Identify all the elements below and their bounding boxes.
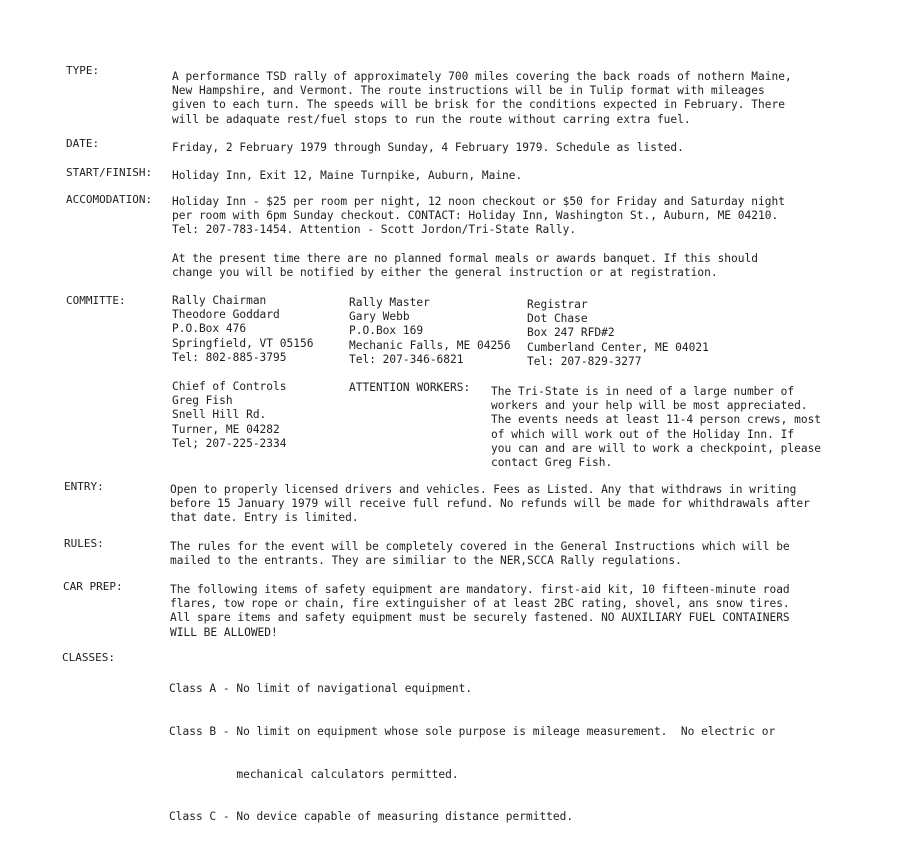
car-prep-line: The following items of safety equipment are mandatory. first-aid kit, 10 fifteen-minute road — [170, 583, 790, 596]
classes-line: Class C - No device capable of measuring distance permitted. — [169, 810, 574, 824]
car-prep-line: WILL BE ALLOWED! — [170, 625, 278, 639]
committee-master-line: Rally Master — [349, 296, 430, 309]
committee-registrar-line: Dot Chase — [527, 312, 588, 326]
entry-label: ENTRY: — [64, 480, 104, 493]
workers-line: you can and are will to work a checkpoint, please — [491, 441, 822, 455]
committee-chairman — [172, 294, 313, 365]
rules-label: RULES: — [64, 537, 104, 550]
car-prep-label: CAR PREP: — [63, 580, 123, 593]
accomodation-label: ACCOMODATION: — [66, 193, 153, 206]
committee-master-line: Mechanic Falls, ME 04256 — [349, 338, 511, 352]
type-label: TYPE: — [66, 64, 100, 77]
committee-chairman-line: Springfield, VT 05156 — [172, 336, 314, 350]
committee-registrar-line: Box 247 RFD#2 — [527, 326, 615, 340]
committee-master-line: Tel: 207-346-6821 — [349, 352, 464, 366]
workers-line: contact Greg Fish. — [491, 456, 613, 470]
committee-master-line: P.O.Box 169 — [349, 324, 424, 338]
start-finish-text — [172, 169, 522, 183]
car-prep-line: All spare items and safety equipment must be securely fastened. NO AUXILIARY FUEL CONTAINERS — [170, 611, 790, 625]
committee-registrar-line: Tel: 207-829-3277 — [527, 354, 642, 368]
type-text — [172, 70, 792, 127]
workers-line: workers and your help will be most appreciated. — [491, 399, 808, 413]
start-finish-line: Holiday Inn, Exit 12, Maine Turnpike, Auburn, Maine. — [172, 169, 523, 182]
committee-controls-line: Greg Fish — [172, 394, 233, 408]
workers-line: The Tri-State is in need of a large number of — [491, 385, 795, 398]
committee-master-line: Gary Webb — [349, 310, 410, 324]
classes-text — [169, 654, 775, 853]
workers-text — [491, 385, 821, 470]
entry-line: that date. Entry is limited. — [170, 511, 359, 525]
committee-chairman-line: P.O.Box 476 — [172, 322, 247, 336]
type-line: will be adaquate rest/fuel stops to run the route without carring extra fuel. — [172, 112, 691, 126]
classes-line: Class B - No limit on equipment whose sole purpose is mileage measurement. No electric or — [169, 725, 776, 739]
date-line: Friday, 2 February 1979 through Sunday, 4 February 1979. Schedule as listed. — [172, 141, 684, 154]
date-label: DATE: — [66, 137, 100, 150]
workers-label: ATTENTION WORKERS: — [349, 381, 471, 394]
date-text — [172, 141, 684, 155]
accomodation-note — [172, 252, 758, 280]
committee-controls-line: Snell Hill Rd. — [172, 408, 267, 422]
committee-chairman-line: Rally Chairman — [172, 294, 267, 307]
accomodation-note-line: change you will be notified by either the general instruction or at registration. — [172, 266, 718, 280]
entry-line: before 15 January 1979 will receive full refund. No refunds will be made for whithdrawals after — [170, 497, 810, 511]
entry-line: Open to properly licensed drivers and vehicles. Fees as Listed. Any that withdraws in writing — [170, 483, 797, 496]
type-line: New Hampshire, and Vermont. The route instructions will be in Tulip format with mileages — [172, 84, 765, 98]
rules-text — [170, 540, 790, 568]
accomodation-text — [172, 195, 785, 238]
committee-registrar-line: Cumberland Center, ME 04021 — [527, 340, 709, 354]
committee-controls-line: Tel; 207-225-2334 — [172, 436, 287, 450]
committee-controls — [172, 380, 287, 451]
classes-line: mechanical calculators permitted. — [169, 767, 459, 781]
entry-text — [170, 483, 810, 526]
committee-chairman-line: Theodore Goddard — [172, 308, 280, 322]
committee-registrar — [527, 298, 709, 369]
committee-label: COMMITTE: — [66, 294, 126, 307]
committee-controls-line: Chief of Controls — [172, 380, 287, 393]
committee-controls-line: Turner, ME 04282 — [172, 422, 280, 436]
workers-line: of which will work out of the Holiday Inn. If — [491, 427, 795, 441]
classes-line: Class A - No limit of navigational equipment. — [169, 682, 473, 696]
accomodation-line: Holiday Inn - $25 per room per night, 12 noon checkout or $50 for Friday and Saturday night — [172, 195, 785, 208]
committee-chairman-line: Tel: 802-885-3795 — [172, 350, 287, 364]
accomodation-line: per room with 6pm Sunday checkout. CONTACT: Holiday Inn, Washington St., Auburn, ME 04210. — [172, 209, 779, 223]
type-line: A performance TSD rally of approximately 700 miles covering the back roads of nothern Maine, — [172, 70, 792, 83]
accomodation-note-line: At the present time there are no planned formal meals or awards banquet. If this should — [172, 252, 758, 265]
workers-line: The events needs at least 11-4 person crews, most — [491, 413, 822, 427]
start-finish-label: START/FINISH: — [66, 166, 153, 179]
rules-line: mailed to the entrants. They are similiar to the NER,SCCA Rally regulations. — [170, 554, 682, 568]
car-prep-line: flares, tow rope or chain, fire extinguisher of at least 2BC rating, shovel, ans snow tires. — [170, 597, 790, 611]
accomodation-line: Tel: 207-783-1454. Attention - Scott Jordon/Tri-State Rally. — [172, 223, 577, 237]
rules-line: The rules for the event will be completely covered in the General Instructions which will be — [170, 540, 790, 553]
committee-master — [349, 296, 511, 367]
classes-label: CLASSES: — [62, 651, 115, 664]
car-prep-text — [170, 583, 790, 640]
type-line: given to each turn. The speeds will be brisk for the conditions expected in February. There — [172, 98, 785, 112]
committee-registrar-line: Registrar — [527, 298, 588, 311]
